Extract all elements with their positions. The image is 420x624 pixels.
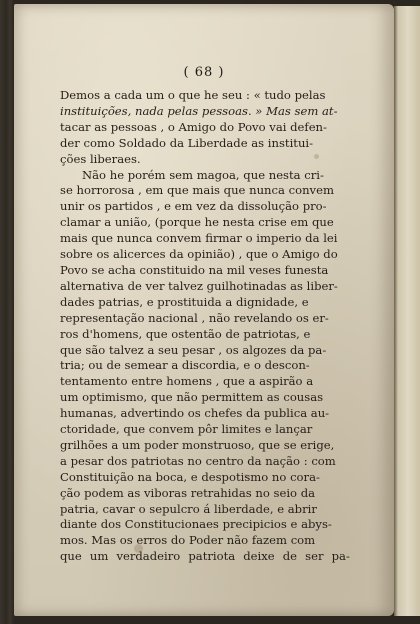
next-page-edge [394,6,420,616]
text-line: grilhões a um poder monstruoso, que se erige, [60,437,335,452]
text-line: tentamento entre homens , que a aspirão a [60,374,314,389]
text-line: alternativa de ver talvez guilhotinadas as liber- [60,278,338,293]
text-line: representação nacional , não revelando os er- [60,310,329,325]
text-line: instituições, nada pelas pessoas. » Mas sem at- [60,103,338,118]
text-line: tria; ou de semear a discordia, e o descon- [60,358,310,373]
word: pa- [331,549,350,564]
text-line: se horrorosa , em que mais que nunca convem [60,183,334,198]
word: de [282,549,298,564]
word: ser [305,549,324,564]
text-line: ros d'homens, que ostentão de patriotas, e [60,326,311,341]
text-line: tacar as pessoas , o Amigo do Povo vai defen- [60,119,327,134]
text-line: a pesar dos patriotas no centro da nação : com [60,453,336,468]
text-line: ções liberaes. [60,151,141,166]
last-text-line [60,549,350,565]
text-line: diante dos Constitucionaes precipicios e abys- [60,517,332,532]
text-line: Demos a cada um o que he seu : « tudo pelas [60,88,326,102]
word: deixe [243,549,275,564]
text-line: unir os partidos , e em vez da dissolução pro- [60,199,327,214]
text-line: sobre os alicerces da opinião) , que o Amigo do [60,247,338,262]
text-line: um optimismo, que não permittem as cousas [60,390,324,405]
text-line: ctoridade, que convem pôr limites e lançar [60,422,313,437]
text-line: Povo se acha constituido na mil veses funesta [60,262,329,277]
paragraph-start-line: Não he porém sem magoa, que nesta cri- [82,167,324,182]
text-line: Constituição na boca, e despotismo no cora- [60,469,320,484]
page-number: ( 68 ) [183,65,225,80]
word: um [89,549,109,564]
text-line: mos. Mas os erros do Poder não fazem com [60,533,316,548]
text-line: mais que nunca convem firmar o imperio da lei [60,231,338,246]
text-line: ção podem as viboras retrahidas no seio da [60,485,316,500]
word: patriota [188,549,236,564]
text-line: der como Soldado da Liberdade as institui- [60,135,314,150]
text-line: humanas, advertindo os chefes da publica au- [60,406,330,421]
word: que [60,549,82,564]
text-line: que são talvez a seu pesar , os algozes da pa- [60,342,327,357]
body-text [60,88,350,565]
text-line: patria, cavar o sepulcro á liberdade, e abrir [60,501,317,516]
word: verdadeiro [116,549,181,564]
text-line: clamar a união, (porque he nesta crise em que [60,215,334,230]
text-line: dades patrias, e prostituida a dignidade, e [60,294,309,309]
